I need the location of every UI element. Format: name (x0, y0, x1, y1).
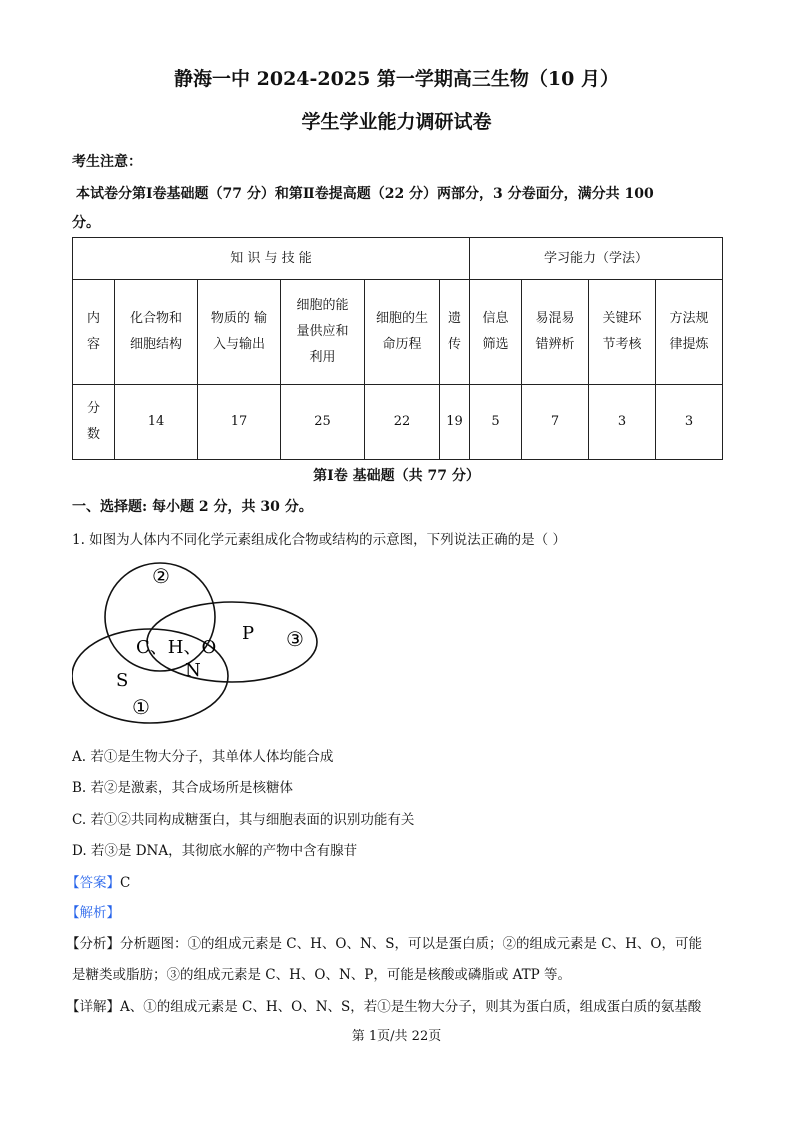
score-table (72, 237, 723, 460)
col-cell-life-history: 细胞的生 命历程 (365, 280, 440, 385)
answer-line (66, 871, 130, 891)
option-c: C. 若①②共同构成糖蛋白，其与细胞表面的识别功能有关 (72, 812, 415, 828)
answer-value: C (120, 875, 131, 891)
question-stem: 1. 如图为人体内不同化学元素组成化合物或结构的示意图，下列说法正确的是（ ） (72, 532, 566, 548)
fenxi-line2: 是糖类或脂肪；③的组成元素是 C、H、O、N、P，可能是核酸或磷脂或 ATP 等。 (72, 967, 572, 983)
row-label-score: 分 数 (73, 385, 115, 460)
xiangjie-text: A、①的组成元素是 C、H、O、N、S，若①是生物大分子，则其为蛋白质，组成蛋白质的氨基酸 (120, 999, 702, 1015)
header-learning-ability: 学习能力（学法） (470, 238, 723, 280)
score-cell: 19 (440, 385, 470, 460)
col-heredity: 遗 传 (440, 280, 470, 385)
score-cell: 25 (281, 385, 365, 460)
option-b: B. 若②是激素，其合成场所是核糖体 (72, 780, 294, 796)
section-heading: 第Ⅰ卷 基础题（共 77 分） (313, 468, 480, 484)
header-knowledge-skills: 知 识 与 技 能 (73, 238, 470, 280)
notice-text-line1: 本试卷分第Ⅰ卷基础题（77 分）和第Ⅱ卷提高题（22 分）两部分，3 分卷面分，满分共 100 (76, 186, 654, 202)
fenxi-line1 (66, 932, 702, 952)
col-confusion-analysis: 易混易 错辨析 (522, 280, 589, 385)
col-energy-supply: 细胞的能 量供应和 利用 (281, 280, 365, 385)
col-methods: 方法规 律提炼 (656, 280, 723, 385)
col-compounds-cells: 化合物和 细胞结构 (115, 280, 198, 385)
option-d: D. 若③是 DNA，其彻底水解的产物中含有腺苷 (72, 843, 358, 859)
page-number: 第 1页/共 22页 (351, 1029, 442, 1044)
diagram-center-elements: C、H、O (136, 637, 217, 658)
page-title: 静海一中 2024-2025 第一学期高三生物（10 月） (174, 68, 619, 90)
diagram-label-1: ① (132, 695, 150, 719)
score-cell: 14 (115, 385, 198, 460)
row-label-content: 内 容 (73, 280, 115, 385)
xiangjie-line1 (66, 995, 701, 1015)
notice-text-line2: 分。 (72, 215, 100, 231)
part1-heading: 一、选择题: 每小题 2 分，共 30 分。 (72, 499, 313, 515)
col-info-screening: 信息 筛选 (470, 280, 522, 385)
analysis-tag: 【解析】 (66, 905, 120, 921)
score-cell: 7 (522, 385, 589, 460)
score-cell: 3 (589, 385, 656, 460)
score-cell: 3 (656, 385, 723, 460)
fenxi-tag: 【分析】 (66, 936, 120, 952)
score-cell: 5 (470, 385, 522, 460)
score-cell: 17 (198, 385, 281, 460)
fenxi-text: 分析题图：①的组成元素是 C、H、O、N、S，可以是蛋白质；②的组成元素是 C、H、O，可能 (120, 936, 702, 952)
col-substance-transport: 物质的 输 入与输出 (198, 280, 281, 385)
answer-tag: 【答案】 (66, 875, 120, 891)
diagram-label-2: ② (152, 564, 170, 588)
diagram-element-S: S (116, 670, 129, 691)
score-cell: 22 (365, 385, 440, 460)
notice-label: 考生注意： (72, 154, 142, 170)
xiangjie-tag: 【详解】 (66, 999, 120, 1015)
diagram-element-N: N (185, 660, 201, 681)
option-a: A. 若①是生物大分子，其单体人体均能合成 (72, 749, 334, 765)
page-subtitle: 学生学业能力调研试卷 (301, 111, 492, 133)
diagram-label-3: ③ (286, 627, 304, 651)
col-key-steps: 关键环 节考核 (589, 280, 656, 385)
diagram-element-P: P (242, 623, 255, 644)
venn-diagram (72, 556, 327, 732)
